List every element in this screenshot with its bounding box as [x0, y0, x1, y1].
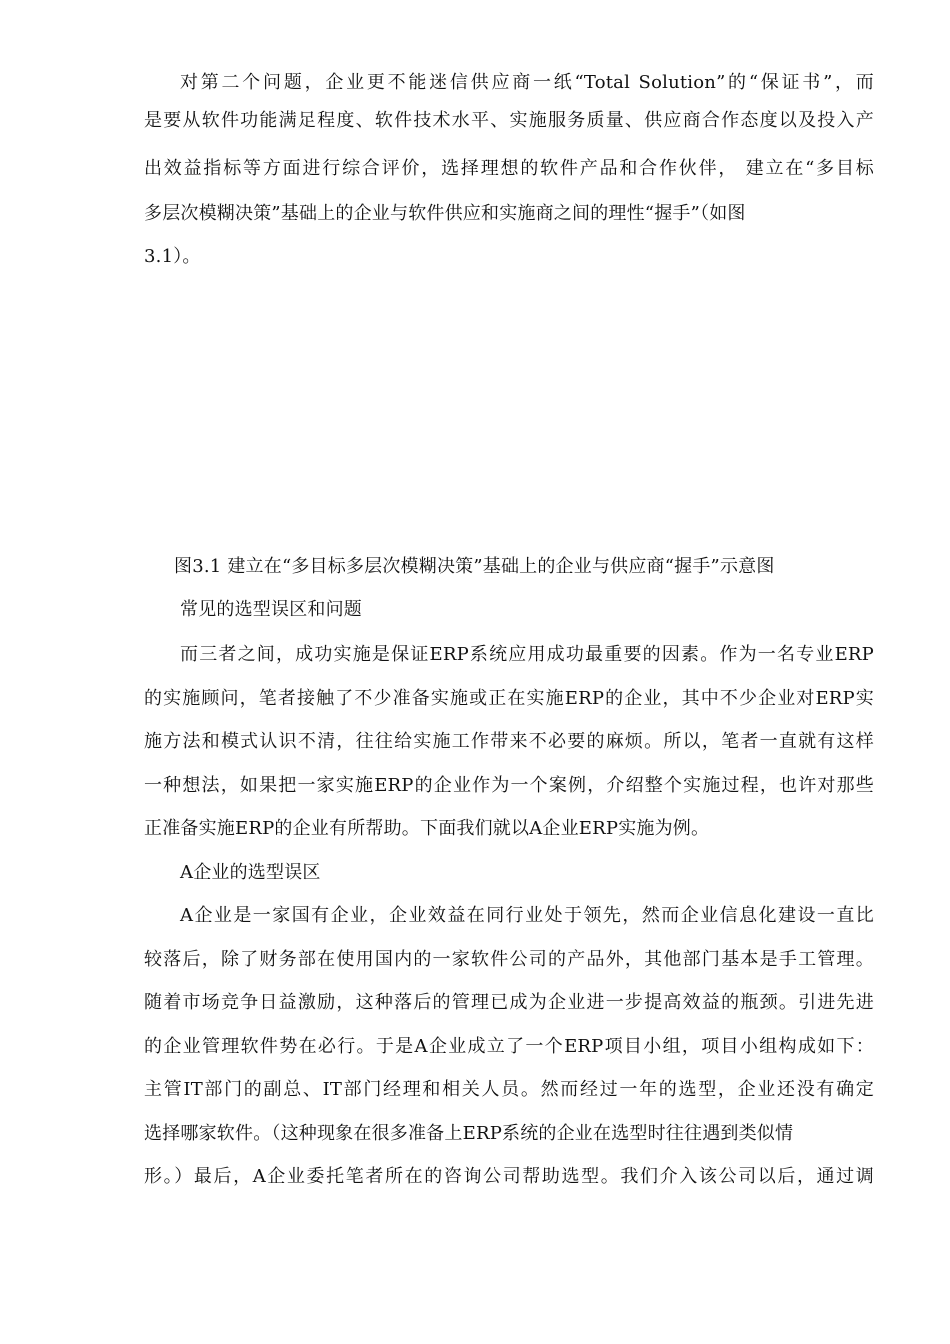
text-line: 的企业管理软件势在必行。于是A企业成立了一个ERP项目小组，项目小组构成如下：: [144, 1036, 874, 1057]
text-line: 形。）最后，A企业委托笔者所在的咨询公司帮助选型。我们介入该公司以后，通过调: [144, 1166, 874, 1187]
section-heading: 常见的选型误区和问题: [180, 599, 362, 620]
text-line: 对第二个问题，企业更不能迷信供应商一纸“Total Solution”的“保证书”，而: [180, 72, 874, 93]
text-line: A企业是一家国有企业，企业效益在同行业处于领先，然而企业信息化建设一直比: [180, 905, 874, 926]
text-line: 主管IT部门的副总、IT部门经理和相关人员。然而经过一年的选型，企业还没有确定: [144, 1079, 874, 1100]
text-line: 较落后，除了财务部在使用国内的一家软件公司的产品外，其他部门基本是手工管理。: [144, 949, 874, 970]
text-line: 的实施顾问，笔者接触了不少准备实施或正在实施ERP的企业，其中不少企业对ERP实: [144, 688, 874, 709]
text-line: 3.1）。: [144, 246, 201, 267]
text-line: 选择哪家软件。（这种现象在很多准备上ERP系统的企业在选型时往往遇到类似情: [144, 1123, 794, 1144]
text-line: 而三者之间，成功实施是保证ERP系统应用成功最重要的因素。作为一名专业ERP: [180, 644, 874, 665]
text-line: 正准备实施ERP的企业有所帮助。下面我们就以A企业ERP实施为例。: [144, 818, 710, 839]
figure-placeholder: [144, 290, 874, 540]
text-line: 出效益指标等方面进行综合评价，选择理想的软件产品和合作伙伴， 建立在“多目标: [144, 158, 874, 179]
text-line: 随着市场竞争日益激励，这种落后的管理已成为企业进一步提高效益的瓶颈。引进先进: [144, 992, 874, 1013]
text-line: 多层次模糊决策”基础上的企业与软件供应和实施商之间的理性“握手”（如图: [144, 203, 746, 224]
figure-caption: 图3.1 建立在“多目标多层次模糊决策”基础上的企业与供应商“握手”示意图: [174, 556, 775, 577]
text-line: 是要从软件功能满足程度、软件技术水平、实施服务质量、供应商合作态度以及投入产: [144, 110, 874, 131]
text-line: 施方法和模式认识不清，往往给实施工作带来不必要的麻烦。所以，笔者一直就有这样: [144, 731, 874, 752]
section-heading: A企业的选型误区: [180, 862, 321, 883]
text-line: 一种想法，如果把一家实施ERP的企业作为一个案例，介绍整个实施过程，也许对那些: [144, 775, 874, 796]
